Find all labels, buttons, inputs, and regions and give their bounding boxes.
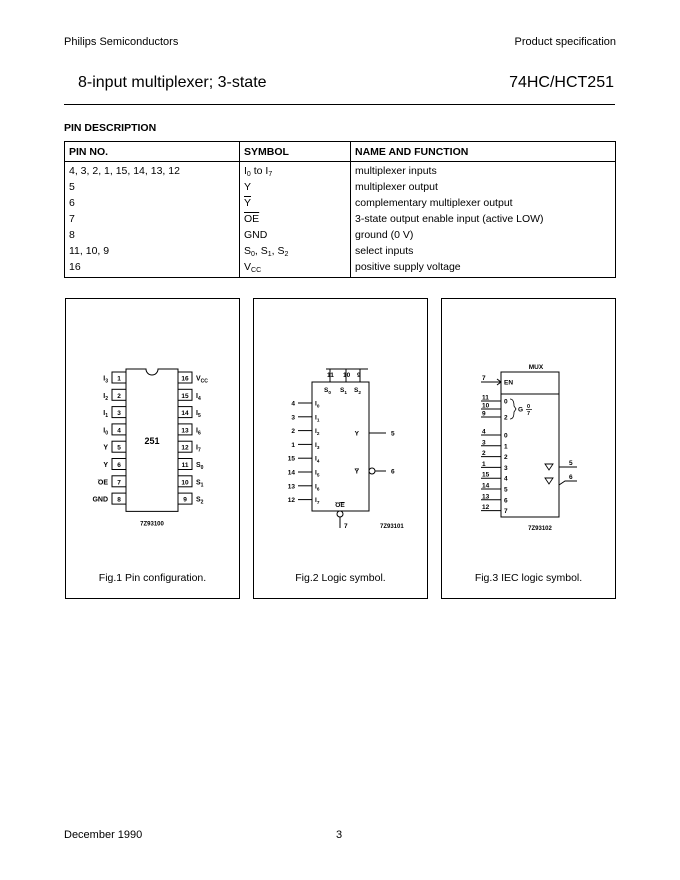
pin-number: 11 [181, 462, 189, 469]
oe-bubble [337, 511, 343, 517]
pin-cell: 5 [65, 180, 240, 196]
part-number: 74HC/HCT251 [509, 74, 614, 91]
pin-name-label: $I_2$ [103, 392, 108, 402]
symbol-cell: $S_0$, $S_1$, $S_2$ [240, 244, 351, 260]
symbol-cell: Y [240, 180, 351, 196]
select-pin-number: 10 [343, 372, 351, 379]
input-pin-number: 3 [291, 414, 295, 422]
select-index-label: 0 [504, 398, 508, 406]
input-label: $I_7$ [315, 497, 320, 506]
g-label: G [518, 406, 524, 414]
pin-number: 9 [183, 496, 187, 504]
input-index-label: 0 [504, 432, 508, 440]
input-pin-number: 15 [287, 455, 295, 463]
pin-number: 5 [117, 444, 121, 452]
oe-label: OE [335, 502, 345, 509]
input-pin-number: 13 [482, 493, 490, 501]
header-rule [64, 104, 615, 105]
logic-symbol-diagram [254, 299, 427, 598]
pin-number: 16 [181, 375, 189, 383]
figure-2-box [253, 298, 428, 599]
input-pin-number: 4 [291, 400, 295, 408]
pin-name-label: GND [92, 496, 108, 504]
input-index-label: 3 [504, 464, 508, 472]
output-ybar-label: Y [354, 468, 359, 476]
figure-2-caption: Fig.2 Logic symbol. [295, 572, 386, 584]
pin-number: 7 [117, 479, 121, 487]
select-label: $S_0$ [324, 387, 331, 395]
header-doc-type: Product specification [514, 36, 616, 48]
output-y-label: Y [354, 430, 359, 438]
figure-3-box [441, 298, 616, 599]
select-pin-number: 11 [327, 372, 334, 379]
symbol-cell: $\overline{Y}$ [240, 196, 351, 212]
select-pin-number: 10 [482, 402, 490, 410]
input-index-label: 5 [504, 486, 508, 494]
input-label: $I_3$ [315, 441, 320, 450]
pin-description-table [64, 141, 616, 278]
figure-1-caption: Fig.1 Pin configuration. [98, 572, 207, 584]
mux-label: MUX [528, 364, 544, 371]
pin-number: 13 [181, 427, 189, 435]
chip-label: 251 [144, 436, 160, 447]
pin-name-label: $I_3$ [103, 375, 108, 385]
function-cell: multiplexer output [351, 180, 616, 196]
symbol-cell: GND [240, 228, 351, 244]
oe-pin: 7 [344, 523, 348, 530]
header-company: Philips Semiconductors [64, 36, 179, 48]
input-pin-number: 14 [287, 469, 295, 477]
symbol-cell: $\overline{OE}$ [240, 212, 351, 228]
footer-date: December 1990 [64, 829, 143, 841]
function-cell: multiplexer inputs [351, 162, 616, 181]
function-cell: 3-state output enable input (active LOW) [351, 212, 616, 228]
function-cell: complementary multiplexer output [351, 196, 616, 212]
pin-cell: 6 [65, 196, 240, 212]
logic-box [312, 382, 369, 511]
pin-number: 14 [181, 410, 189, 418]
function-cell: positive supply voltage [351, 260, 616, 278]
symbol-cell: $V_{CC}$ [240, 260, 351, 278]
input-label: $I_5$ [315, 469, 320, 478]
pin-name-label: OE [97, 479, 108, 487]
footer-page-number: 3 [336, 829, 343, 841]
tristate-symbol [545, 478, 553, 484]
table-header-row [65, 142, 616, 162]
input-pin-number: 2 [482, 450, 486, 458]
pin-name-label: $S_0$ [196, 462, 204, 471]
input-pin-number: 1 [291, 441, 295, 449]
table-row [65, 162, 616, 181]
select-pin-number: 11 [482, 394, 489, 402]
table-row [65, 212, 616, 228]
input-label: $I_1$ [315, 414, 320, 423]
input-label: $I_2$ [315, 428, 320, 437]
output-pin-number: 6 [569, 474, 573, 481]
pin-number: 6 [117, 462, 121, 469]
select-pin-number: 9 [482, 410, 486, 418]
pin-cell: 7 [65, 212, 240, 228]
g-fraction-denominator: 7 [527, 411, 531, 417]
drawing-code: 7Z93100 [140, 521, 164, 528]
select-label: $S_2$ [354, 387, 361, 395]
g-fraction-numerator: 0 [527, 404, 531, 410]
pin-name-label: Y [103, 444, 108, 452]
output-pin-number: 5 [569, 460, 573, 467]
pin-number: 2 [117, 392, 121, 400]
figure-3-caption: Fig.3 IEC logic symbol. [474, 572, 583, 584]
table-row [65, 228, 616, 244]
input-pin-number: 1 [482, 460, 486, 468]
input-index-label: 4 [504, 475, 508, 483]
pin-cell: 4, 3, 2, 1, 15, 14, 13, 12 [65, 162, 240, 181]
table-row [65, 180, 616, 196]
table-row [65, 260, 616, 278]
pin-cell: 16 [65, 260, 240, 278]
pin-name-label: Y [103, 462, 108, 469]
en-pin: 7 [482, 375, 486, 382]
table-row [65, 196, 616, 212]
pin-number: 1 [117, 375, 121, 383]
pin-number: 10 [181, 479, 189, 487]
function-cell: select inputs [351, 244, 616, 260]
iec-logic-symbol-diagram [442, 299, 615, 598]
select-pin-number: 9 [357, 372, 361, 379]
col-header-symbol: SYMBOL [240, 142, 351, 162]
pin-cell: 8 [65, 228, 240, 244]
input-index-label: 2 [504, 454, 508, 462]
select-index-label: 2 [504, 414, 508, 422]
input-pin-number: 12 [287, 497, 295, 505]
symbol-cell: $I_0$ to $I_7$ [240, 162, 351, 181]
col-header-function: NAME AND FUNCTION [351, 142, 616, 162]
select-brace [510, 399, 516, 419]
output-negation-line [559, 481, 577, 485]
col-header-pin: PIN NO. [65, 142, 240, 162]
input-pin-number: 2 [291, 428, 295, 436]
pin-number: 3 [117, 410, 121, 418]
pin-name-label: $I_4$ [196, 392, 201, 402]
drawing-code: 7Z93101 [380, 524, 404, 530]
pin-cell: 11, 10, 9 [65, 244, 240, 260]
input-pin-number: 13 [287, 483, 295, 491]
input-pin-number: 4 [482, 428, 486, 436]
pin-number: 12 [181, 444, 189, 452]
drawing-code: 7Z93102 [528, 526, 552, 532]
pin-number: 4 [117, 427, 121, 435]
figure-1-box [65, 298, 240, 599]
input-index-label: 7 [504, 508, 508, 516]
pin-name-label: $I_6$ [196, 427, 201, 437]
pin-name-label: $I_0$ [103, 427, 108, 437]
pin-configuration-diagram [66, 299, 239, 598]
input-pin-number: 12 [482, 504, 490, 512]
select-label: $S_1$ [340, 387, 347, 395]
pin-name-label: $S_2$ [196, 496, 204, 506]
section-title: PIN DESCRIPTION [64, 122, 157, 134]
pin-name-label: $S_1$ [196, 479, 204, 489]
input-label: $I_4$ [315, 455, 320, 464]
pin-number: 15 [181, 392, 189, 400]
tristate-symbol [545, 464, 553, 470]
pin-name-label: $V_{CC}$ [196, 375, 208, 385]
input-pin-number: 14 [482, 482, 490, 490]
input-label: $I_6$ [315, 483, 320, 492]
output-y-pin: 5 [391, 430, 395, 438]
input-index-label: 6 [504, 497, 508, 505]
output-ybar-pin: 6 [391, 468, 395, 476]
doc-title: 8-input multiplexer; 3-state [78, 74, 267, 91]
function-cell: ground (0 V) [351, 228, 616, 244]
en-label: EN [504, 379, 514, 387]
input-pin-number: 15 [482, 471, 490, 479]
input-pin-number: 3 [482, 439, 486, 447]
pin-name-label: $I_5$ [196, 410, 201, 420]
pin-name-label: $I_1$ [103, 410, 108, 420]
table-row [65, 244, 616, 260]
inversion-bubble [369, 468, 375, 474]
pin-number: 8 [117, 496, 121, 504]
input-label: $I_0$ [315, 400, 320, 409]
pin-name-label: $I_7$ [196, 444, 201, 454]
input-index-label: 1 [504, 443, 508, 451]
